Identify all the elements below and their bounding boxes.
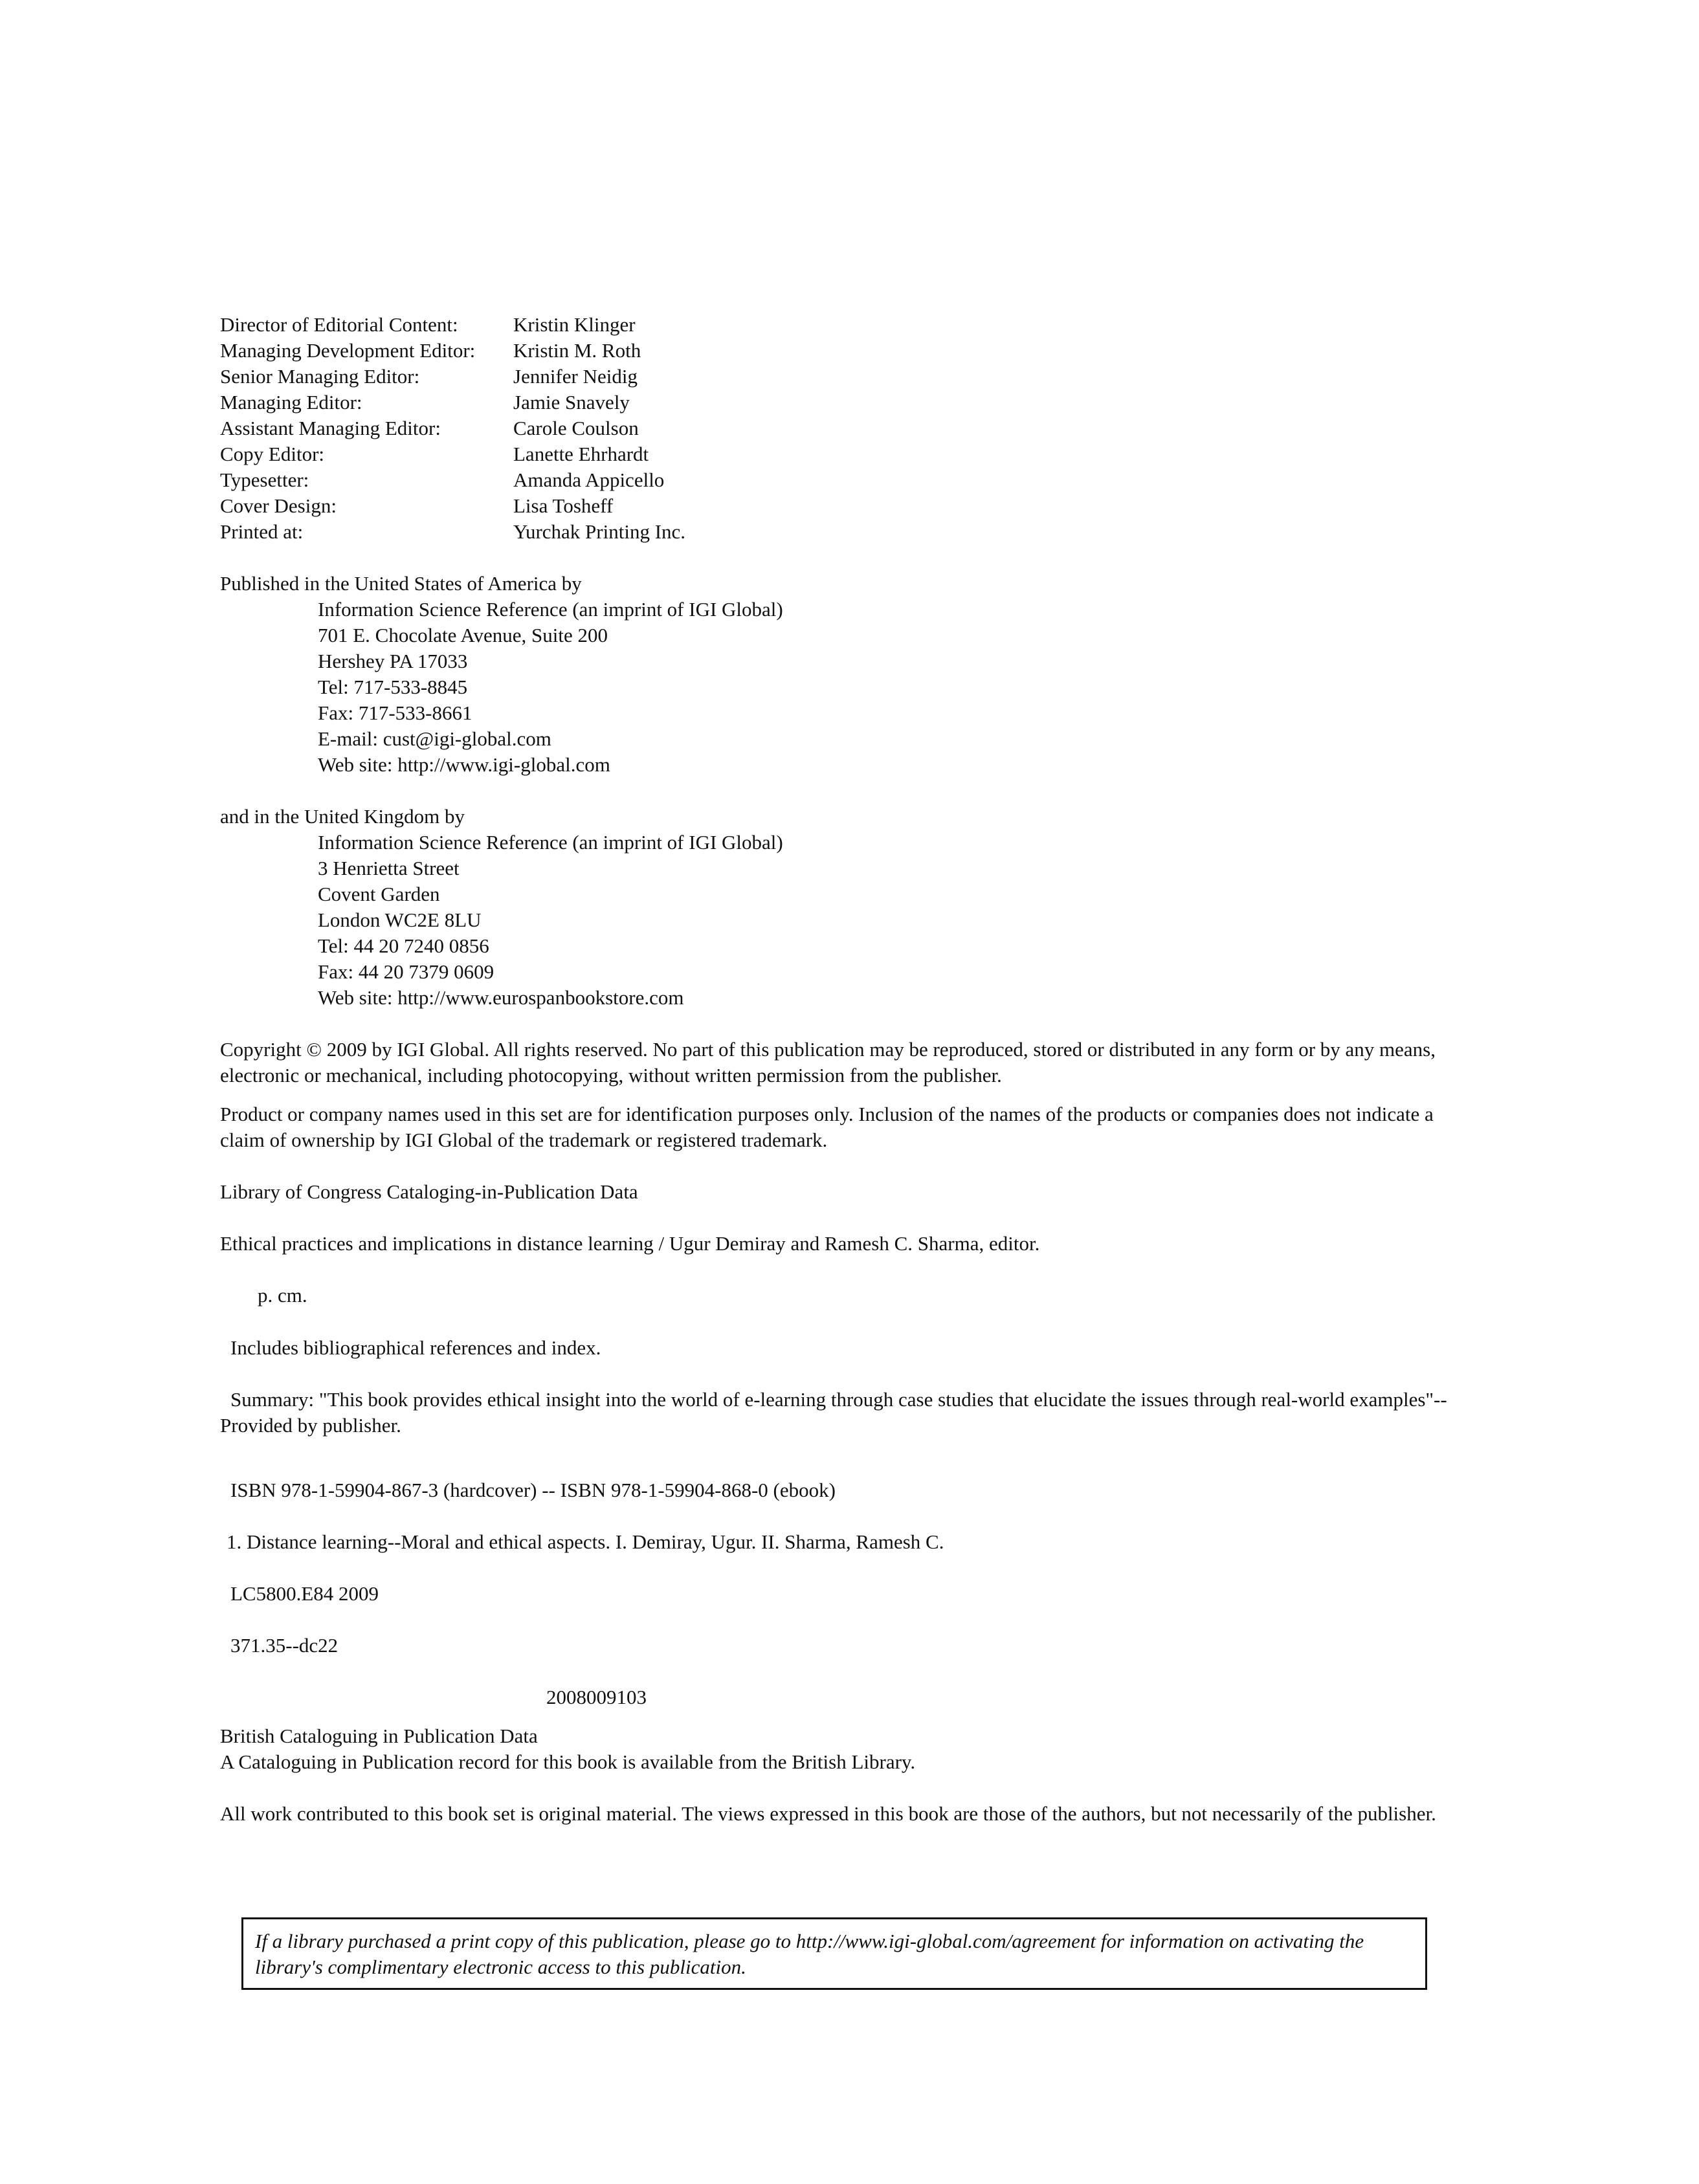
credit-row: [220, 519, 1450, 545]
credit-row: [220, 467, 1450, 493]
credit-row: [220, 338, 1450, 364]
credit-role: Managing Editor:: [220, 391, 362, 414]
uk-publisher-website: Web site: http://www.eurospanbookstore.com: [318, 986, 684, 1009]
credit-row: [220, 364, 1450, 390]
credit-role: Cover Design:: [220, 494, 337, 517]
uk-publisher-fax: Fax: 44 20 7379 0609: [318, 960, 494, 983]
credit-role: Typesetter:: [220, 469, 309, 491]
credit-role: Copy Editor:: [220, 443, 325, 465]
library-access-notice: If a library purchased a print copy of this publication, please go to http://www.igi-global.com/agreement for information on activating the library's complimentary electronic access to this publication.: [241, 1917, 1427, 1990]
credit-name: Kristin Klinger: [513, 313, 636, 336]
uk-publisher-city: London WC2E 8LU: [318, 909, 482, 931]
us-publisher-fax: Fax: 717-533-8661: [318, 701, 472, 724]
credit-name: Jennifer Neidig: [513, 365, 638, 388]
trademark-notice: Product or company names used in this set are for identification purposes only. Inclusion of the names of the products or companies does not indicate a claim of ownership by IGI Global of the trademark or registered trademark.: [220, 1103, 1434, 1151]
us-publisher-website: Web site: http://www.igi-global.com: [318, 753, 610, 776]
us-publisher-tel: Tel: 717-533-8845: [318, 676, 468, 698]
uk-publisher-street: 3 Henrietta Street: [318, 857, 460, 879]
credit-role: Printed at:: [220, 520, 304, 543]
cip-dewey: 371.35--dc22: [230, 1634, 339, 1657]
credit-row: [220, 312, 1450, 338]
credit-name: Lanette Ehrhardt: [513, 443, 649, 465]
credit-name: Jamie Snavely: [513, 391, 630, 414]
cip-summary: Summary: "This book provides ethical insight into the world of e-learning through case studies that elucidate the issues through real-world examples"--Provided by publisher.: [220, 1388, 1447, 1437]
cip-heading: Library of Congress Cataloging-in-Publication Data: [220, 1180, 638, 1203]
cip-includes: Includes bibliographical references and index.: [230, 1336, 601, 1359]
editorial-credits: [220, 312, 1450, 545]
cip-lc-number: LC5800.E84 2009: [230, 1582, 379, 1605]
uk-publisher: [220, 804, 1450, 1011]
credit-role: Director of Editorial Content:: [220, 313, 458, 336]
us-publisher-heading: Published in the United States of America by: [220, 572, 582, 595]
us-publisher-name: Information Science Reference (an imprint of IGI Global): [318, 598, 783, 621]
cip-subjects: 1. Distance learning--Moral and ethical aspects. I. Demiray, Ugur. II. Sharma, Ramesh C.: [227, 1530, 944, 1553]
credit-row: [220, 415, 1450, 441]
credit-row: [220, 441, 1450, 467]
disclaimer: All work contributed to this book set is original material. The views expressed in this book are those of the authors, but not necessarily of the publisher.: [220, 1802, 1436, 1825]
uk-publisher-area: Covent Garden: [318, 883, 440, 905]
credit-role: Senior Managing Editor:: [220, 365, 420, 388]
credit-row: [220, 493, 1450, 519]
credit-row: [220, 390, 1450, 415]
british-cip-heading: British Cataloguing in Publication Data: [220, 1725, 538, 1747]
credit-name: Yurchak Printing Inc.: [513, 520, 686, 543]
credit-name: Amanda Appicello: [513, 469, 665, 491]
credit-name: Lisa Tosheff: [513, 494, 614, 517]
us-publisher-street: 701 E. Chocolate Avenue, Suite 200: [318, 624, 608, 646]
uk-publisher-tel: Tel: 44 20 7240 0856: [318, 934, 489, 957]
uk-publisher-name: Information Science Reference (an imprint of IGI Global): [318, 831, 783, 854]
copyright-notice: Copyright © 2009 by IGI Global. All rights reserved. No part of this publication may be reproduced, stored or distributed in any form or by any means, electronic or mechanical, including photocopying, without written permission from the publisher.: [220, 1038, 1436, 1086]
us-publisher-email: E-mail: cust@igi-global.com: [318, 727, 551, 750]
credit-name: Kristin M. Roth: [513, 339, 641, 362]
credit-name: Carole Coulson: [513, 417, 639, 439]
british-cip-text: A Cataloguing in Publication record for this book is available from the British Library.: [220, 1750, 916, 1773]
us-publisher: [220, 571, 1450, 778]
cip-pcm: p. cm.: [258, 1284, 307, 1307]
uk-publisher-heading: and in the United Kingdom by: [220, 805, 465, 828]
cip-control-number: 2008009103: [546, 1686, 647, 1708]
credit-role: Managing Development Editor:: [220, 339, 476, 362]
credit-role: Assistant Managing Editor:: [220, 417, 441, 439]
cip-isbn: ISBN 978-1-59904-867-3 (hardcover) -- ISBN 978-1-59904-868-0 (ebook): [230, 1479, 836, 1501]
us-publisher-city: Hershey PA 17033: [318, 650, 468, 672]
cip-title: Ethical practices and implications in distance learning / Ugur Demiray and Ramesh C. Sharma, editor.: [220, 1232, 1040, 1255]
